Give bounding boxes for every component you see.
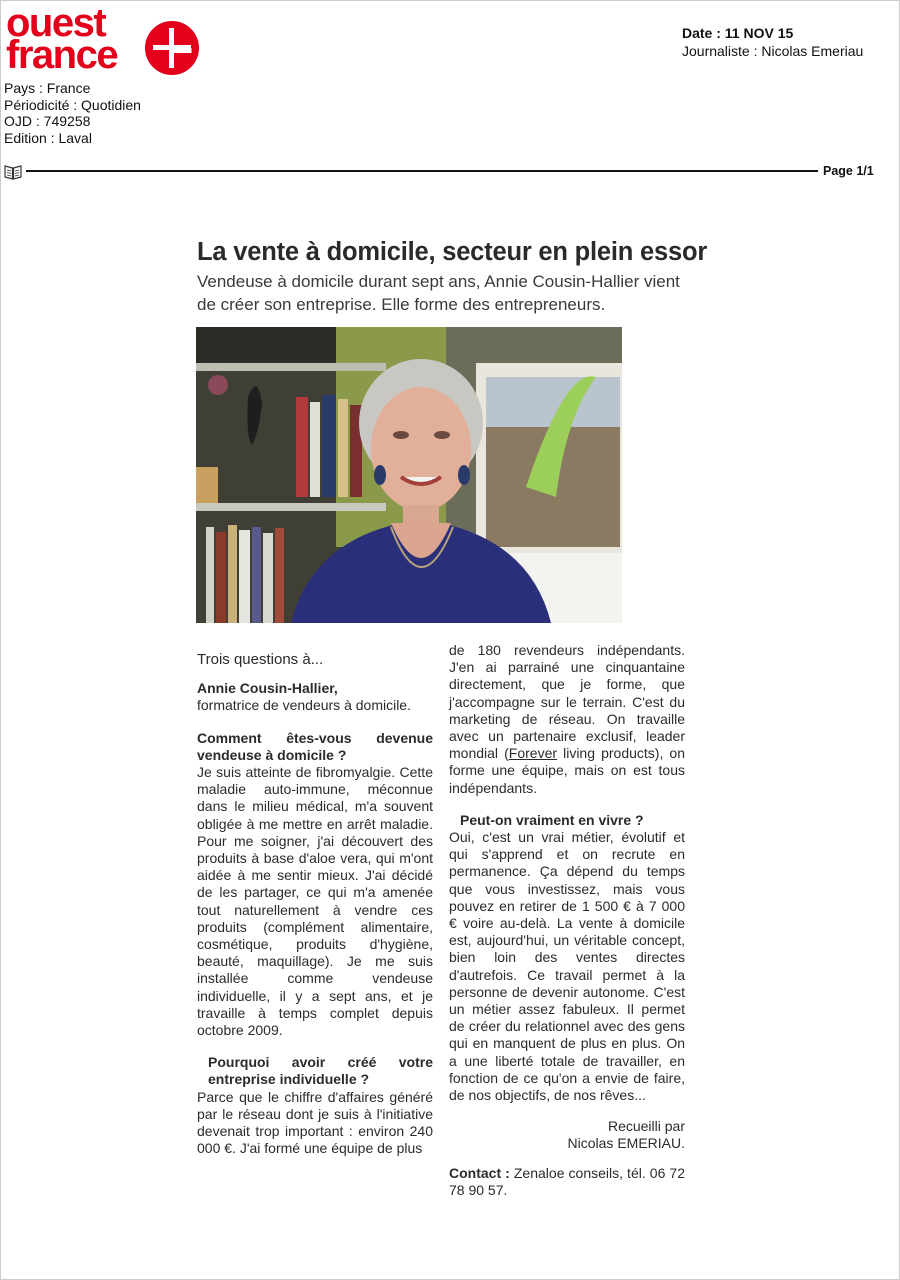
answer-2-cont-end: living products), on forme une équipe, mais on est tous indépendants. — [449, 745, 685, 796]
interview-kicker: Trois questions à... — [197, 651, 324, 668]
answer-2 — [197, 1089, 433, 1158]
meta-periodicity: Périodicité : Quotidien — [4, 96, 141, 113]
byline-line2: Nicolas EMERIAU. — [567, 1135, 685, 1152]
header-rule — [26, 170, 818, 172]
ouest-france-logo — [6, 1, 196, 77]
answer-2-continued — [449, 642, 685, 797]
date-label: Date : 11 NOV 15 — [682, 25, 794, 41]
header-info — [682, 24, 863, 60]
journalist-label: Journaliste : Nicolas Emeriau — [682, 43, 864, 59]
article-column-right — [449, 642, 685, 1199]
publication-meta — [4, 80, 141, 146]
interviewee-name: Annie Cousin-Hallier, — [197, 680, 338, 697]
newspaper-icon — [4, 164, 22, 180]
question-3: Peut-on vraiment en vivre ? — [460, 811, 644, 828]
interviewee-role: formatrice de vendeurs à domicile. — [197, 697, 411, 714]
answer-2-cont-link: Forever — [508, 745, 558, 762]
logo-line2: france — [6, 33, 118, 77]
question-1: Comment êtes-vous devenue vendeuse à domicile ? — [197, 729, 433, 763]
question-2: Pourquoi avoir créé votre entreprise individuelle ? — [208, 1054, 433, 1088]
meta-edition: Edition : Laval — [4, 129, 92, 146]
contact-label: Contact : — [449, 1164, 510, 1181]
article-lede: Vendeuse à domicile durant sept ans, Annie Cousin-Hallier vient de créer son entreprise. Elle forme des entrepreneurs. — [197, 272, 680, 314]
meta-ojd: OJD : 749258 — [4, 113, 91, 129]
logo-line1: ouest — [6, 1, 106, 45]
logo-disc-icon — [144, 20, 200, 76]
page-number: Page 1/1 — [823, 164, 874, 178]
byline — [449, 1118, 685, 1152]
answer-3: Oui, c'est un vrai métier, évolutif et qui s'apprend et on recrute en permanence. Ça dépend du temps que vous investissez, mais vous pouvez en retirer de 1 500 € à 7 000 € voire au-delà. La vente à domicile est, aujourd'hui, un véritable concept, bien loin des ventes directes d'autrefois. Ce travail permet à la personne de devenir autonome. C'est un métier assez fabuleux. Il permet de créer du relationnel avec des gens qui en manquent de plus en plus. On a une liberté totale de travailler, en fonction de ce qu'on a envie de faire, de nos objectifs, de nos rêves... — [449, 829, 685, 1104]
answer-1: Je suis atteinte de fibromyalgie. Cette maladie auto-immune, méconnue dans le milieu médical, m'a souvent obligée à me mettre en arrêt maladie. Pour me soigner, j'ai découvert des produits à base d'aloe vera, qui m'ont aidée à me sentir mieux. J'ai décidé de les partager, ce qui m'a amenée tout naturellement à vendre ces produits (complément alimentaire, cosmétique, produits d'hygiène, beauté, maquillage). Je me suis installée comme vendeuse individuelle, il y a sept ans, et je travaille à temps complet depuis octobre 2009. — [197, 764, 433, 1039]
byline-line1: Recueilli par — [607, 1118, 685, 1135]
portrait-photo — [196, 327, 622, 623]
meta-country: Pays : France — [4, 80, 91, 96]
article-headline: La vente à domicile, secteur en plein essor — [197, 238, 708, 266]
contact-text: Zenaloe conseils, tél. 06 72 78 90 57. — [449, 1164, 685, 1198]
answer-2-text: Parce que le chiffre d'affaires généré par le réseau dont je suis à l'initiative devenait trop important : environ 240 000 €. J'ai formé une équipe de plus — [197, 1088, 433, 1157]
answer-2-cont-text: de 180 revendeurs indépendants. J'en ai parrainé une cinquantaine directement, que je forme, que j'accompagne sur le terrain. C'est du marketing de réseau. On travaille avec un partenaire exclusif, leader mondial ( — [449, 642, 685, 762]
article-column-left — [197, 651, 433, 1157]
contact-info — [449, 1165, 685, 1199]
